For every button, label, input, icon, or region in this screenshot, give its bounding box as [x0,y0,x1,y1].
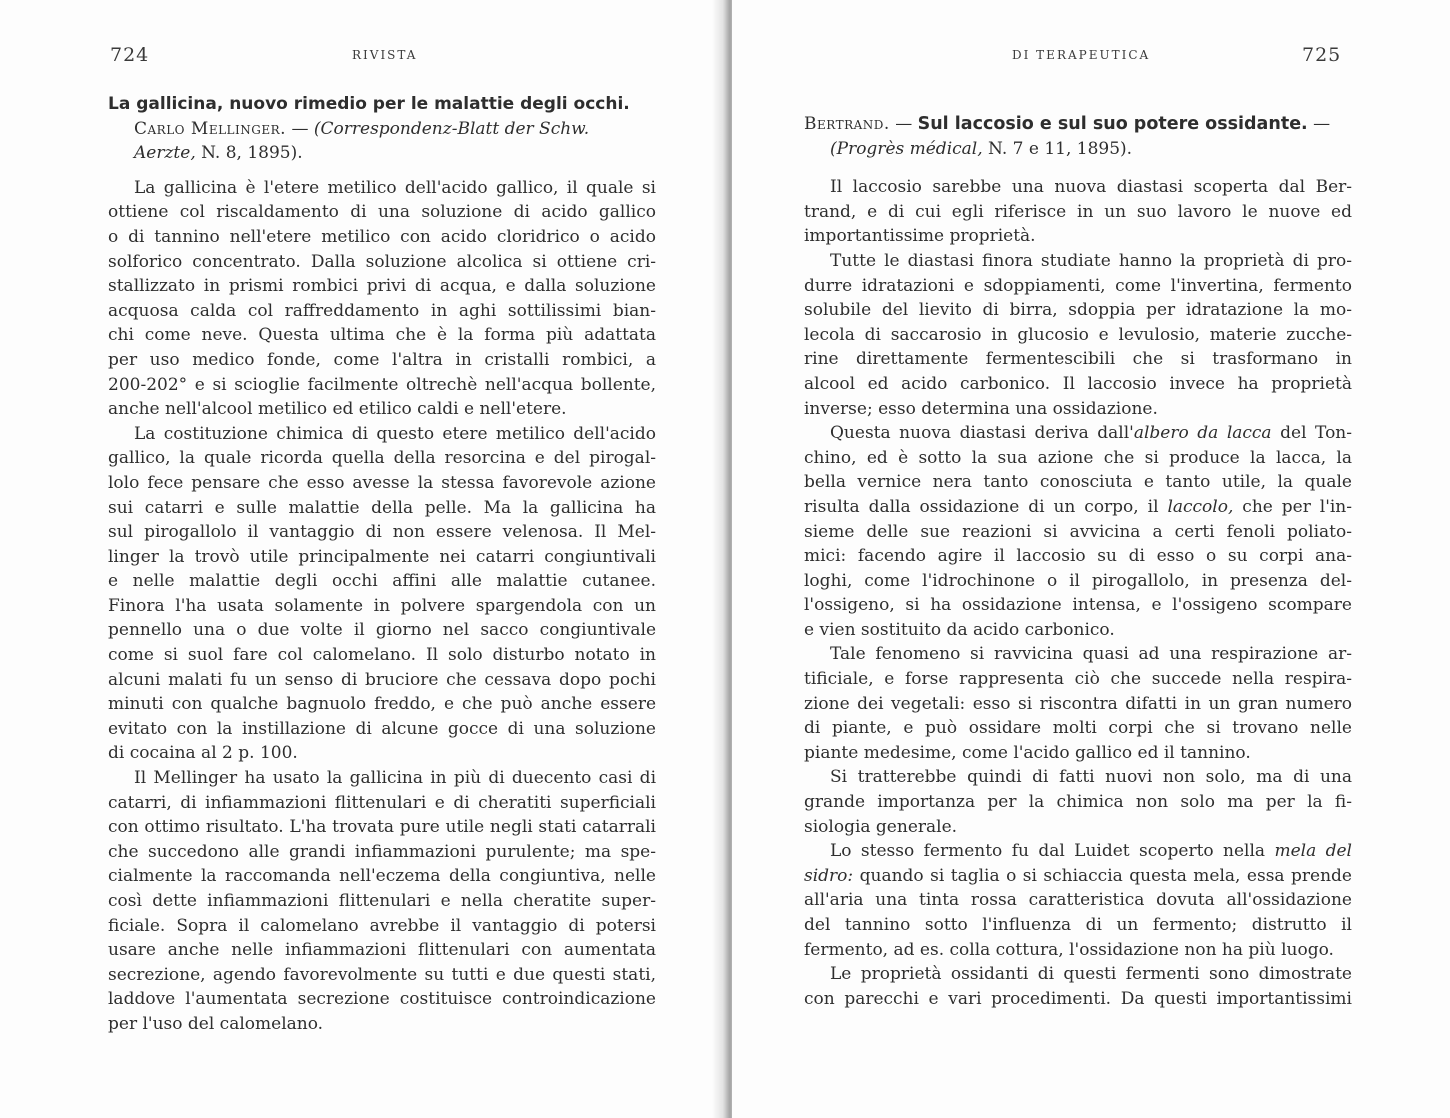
text-line: risulta dalla ossidazione di un corpo, il laccolo, che per l'in- [804,496,1352,517]
text-line: tificiale, e forse rappresenta ciò che succede nella respira- [804,669,1352,690]
text-line: linger la trovò utile principalmente nei catarri congiuntivali [108,546,656,567]
text-line: Tutte le diastasi finora studiate hanno la proprietà di pro- [830,250,1352,271]
text-line: sidro: quando si taglia o si schiaccia questa mela, essa prende [804,865,1352,886]
source-issue: N. 8, 1895). [201,143,303,164]
text-line: trand, e di cui egli riferisce in un suo lavoro le nuove ed [804,201,1352,222]
running-head: RIVISTA [352,48,418,62]
text-line: cialmente la raccomanda nell'eczema della congiuntiva, nelle [108,866,656,887]
text-line: fermento, ad es. colla cottura, l'ossidazione non ha più luogo. [804,939,1334,960]
byline-dash: — [291,118,309,139]
text-line: 200-202° e si scioglie facilmente oltrechè nell'acqua bollente, [108,374,656,395]
text-line: Finora l'ha usata solamente in polvere spargendola con un [108,595,656,616]
text-line: La gallicina è l'etere metilico dell'acido gallico, il quale si [134,177,656,198]
author-name: Carlo Mellinger. [134,118,287,139]
text-line: secrezione, agendo favorevolmente su tutti e due questi stati, [108,964,656,985]
text-line: con ottimo risultato. L'ha trovata pure utile negli stati catarrali [108,817,656,838]
text-line: chi come neve. Questa ultima che è la forma più adattata [108,325,656,346]
article-title: La gallicina, nuovo rimedio per le malattie degli occhi. [108,94,630,114]
title-dash: — [1313,114,1331,134]
text-line: Il laccosio sarebbe una nuova diastasi scoperta dal Ber- [830,177,1352,198]
source-journal: (Progrès médical, [830,138,983,159]
text-line: minuti con qualche bagnuolo freddo, e che può anche essere [108,694,656,715]
text-line: solubile del lievito di birra, sdoppia per idratazione la mo- [804,300,1352,321]
text-line: Tale fenomeno si ravvicina quasi ad una respirazione ar- [830,644,1352,665]
text-line: piante medesime, come l'acido gallico ed il tannino. [804,742,1251,763]
text-line: rine direttamente fermentescibili che si trasformano in [804,349,1352,370]
running-head: DI TERAPEUTICA [1012,48,1151,62]
text-line: solforico concentrato. Dalla soluzione alcolica si ottiene cri- [108,251,656,272]
text-line: di cocaina al 2 p. 100. [108,743,298,764]
text-line: acquosa calda col raffreddamento in aghi sottilissimi bian- [108,300,656,321]
page-number: 724 [110,44,150,66]
page-number: 725 [1302,44,1342,66]
text-line: Le proprietà ossidanti di questi fermenti sono dimostrate [830,964,1352,985]
text-line: La costituzione chimica di questo etere metilico dell'acido [134,423,656,444]
text-line: Il Mellinger ha usato la gallicina in più di duecento casi di [134,768,656,789]
text-line: Si tratterebbe quindi di fatti nuovi non solo, ma di una [830,767,1352,788]
text-line: anche nell'alcool metilico ed etilico caldi e nell'etere. [108,399,567,420]
source-journal-cont: Aerzte, [134,143,196,164]
text-line: siologia generale. [804,816,958,837]
article-title-line [804,112,1352,137]
text-line: lecola di saccarosio in glucosio e levulosio, materie zucche- [804,324,1352,345]
text-line: all'aria una tinta rossa caratteristica dovuta all'ossidazione [804,890,1352,911]
article-source-line [108,141,656,166]
text-line: chino, ed è sotto la sua azione che si produce la lacca, la [804,447,1352,468]
text-line: ottiene col riscaldamento di una soluzione di acido gallico [108,202,656,223]
text-line: mici: facendo agire il laccosio su di esso o su corpi ana- [804,546,1352,567]
text-line: Lo stesso fermento fu dal Luidet scoperto nella mela del [830,841,1352,862]
text-line: grande importanza per la chimica non solo ma per la fi- [804,792,1352,813]
text-line: importantissime proprietà. [804,226,1036,247]
text-line: ficiale. Sopra il calomelano avrebbe il vantaggio di potersi [108,915,656,936]
text-line: pennello una o due volte il giorno nel sacco congiuntivale [108,620,656,641]
text-line: l'ossigeno, si ha ossidazione intensa, e l'ossigeno scompare [804,595,1352,616]
text-line: zione dei vegetali: esso si riscontra difatti in un gran numero [804,693,1352,714]
text-line: come si suol fare col calomelano. Il solo disturbo notato in [108,645,656,666]
text-line: per l'uso del calomelano. [108,1013,324,1034]
text-line: usare anche nelle infiammazioni flittenulari con aumentata [108,940,656,961]
text-line: sieme delle sue reazioni si avvicina a certi fenoli poliato- [804,521,1352,542]
article-body [804,175,1352,1011]
text-line: del tannino sotto l'influenza di un fermento; distrutto il [804,915,1352,935]
text-line: evitato con la instillazione di alcune gocce di una soluzione [108,718,656,739]
text-line: di piante, e può ossidare molti corpi che si trovano nelle [804,718,1352,739]
article-body [108,176,656,1037]
text-line: alcool ed acido carbonico. Il laccosio invece ha proprietà [804,373,1352,394]
text-line: stallizzato in prismi rombici privi di acqua, e dalla soluzione [108,276,656,297]
right-article [804,112,1352,1011]
source-issue: N. 7 e 11, 1895). [988,138,1133,159]
text-line: Questa nuova diastasi deriva dall'albero da lacca del Ton- [830,423,1353,444]
text-line: laddove l'aumentata secrezione costituisce controindicazione [108,989,656,1010]
article-source-line [804,137,1352,162]
author-name: Bertrand. [804,114,890,134]
text-line: inverse; esso determina una ossidazione. [804,398,1158,419]
text-line: per uso medico fonde, come l'altra in cristalli rombici, a [108,349,656,370]
left-article [108,92,656,1037]
text-line: alcuni malati fu un senso di bruciore che cessava dopo pochi [108,669,656,690]
text-line: catarri, di infiammazioni flittenulari e di cheratiti superficiali [108,792,656,813]
text-line: loghi, come l'idrochinone o il pirogallolo, in presenza del- [804,570,1352,591]
text-line: che succedono alle grandi infiammazioni purulente; ma spe- [108,841,656,862]
article-title: Sul laccosio e sul suo potere ossidante. [917,114,1308,134]
text-line: durre idratazioni e sdoppiamenti, come l'invertina, fermento [804,275,1352,296]
article-byline [108,117,656,142]
text-line: e vien sostituito da acido carbonico. [804,619,1115,640]
text-line: sul pirogallolo il vantaggio di non essere velenosa. Il Mel- [108,522,656,543]
text-line: o di tannino nell'etere metilico con acido cloridrico o acido [108,226,656,247]
right-page [732,0,1450,1118]
text-line: così dette infiammazioni flittenulari e nella cheratite super- [108,891,656,911]
source-journal: (Correspondenz-Blatt der Schw. [313,118,590,139]
text-line: gallico, la quale ricorda quella della resorcina e del pirogal- [108,448,656,469]
text-line: e nelle malattie degli occhi affini alle malattie cutanee. [108,571,656,592]
text-line: con parecchi e vari procedimenti. Da questi importantissimi [804,988,1352,1009]
byline-dash: — [895,114,913,134]
text-line: lolo fece pensare che esso avesse la stessa favorevole azione [108,472,656,493]
text-line: bella vernice nera tanto conosciuta e tanto utile, la quale [804,472,1352,493]
text-line: sui catarri e sulle malattie della pelle. Ma la gallicina ha [108,497,656,518]
